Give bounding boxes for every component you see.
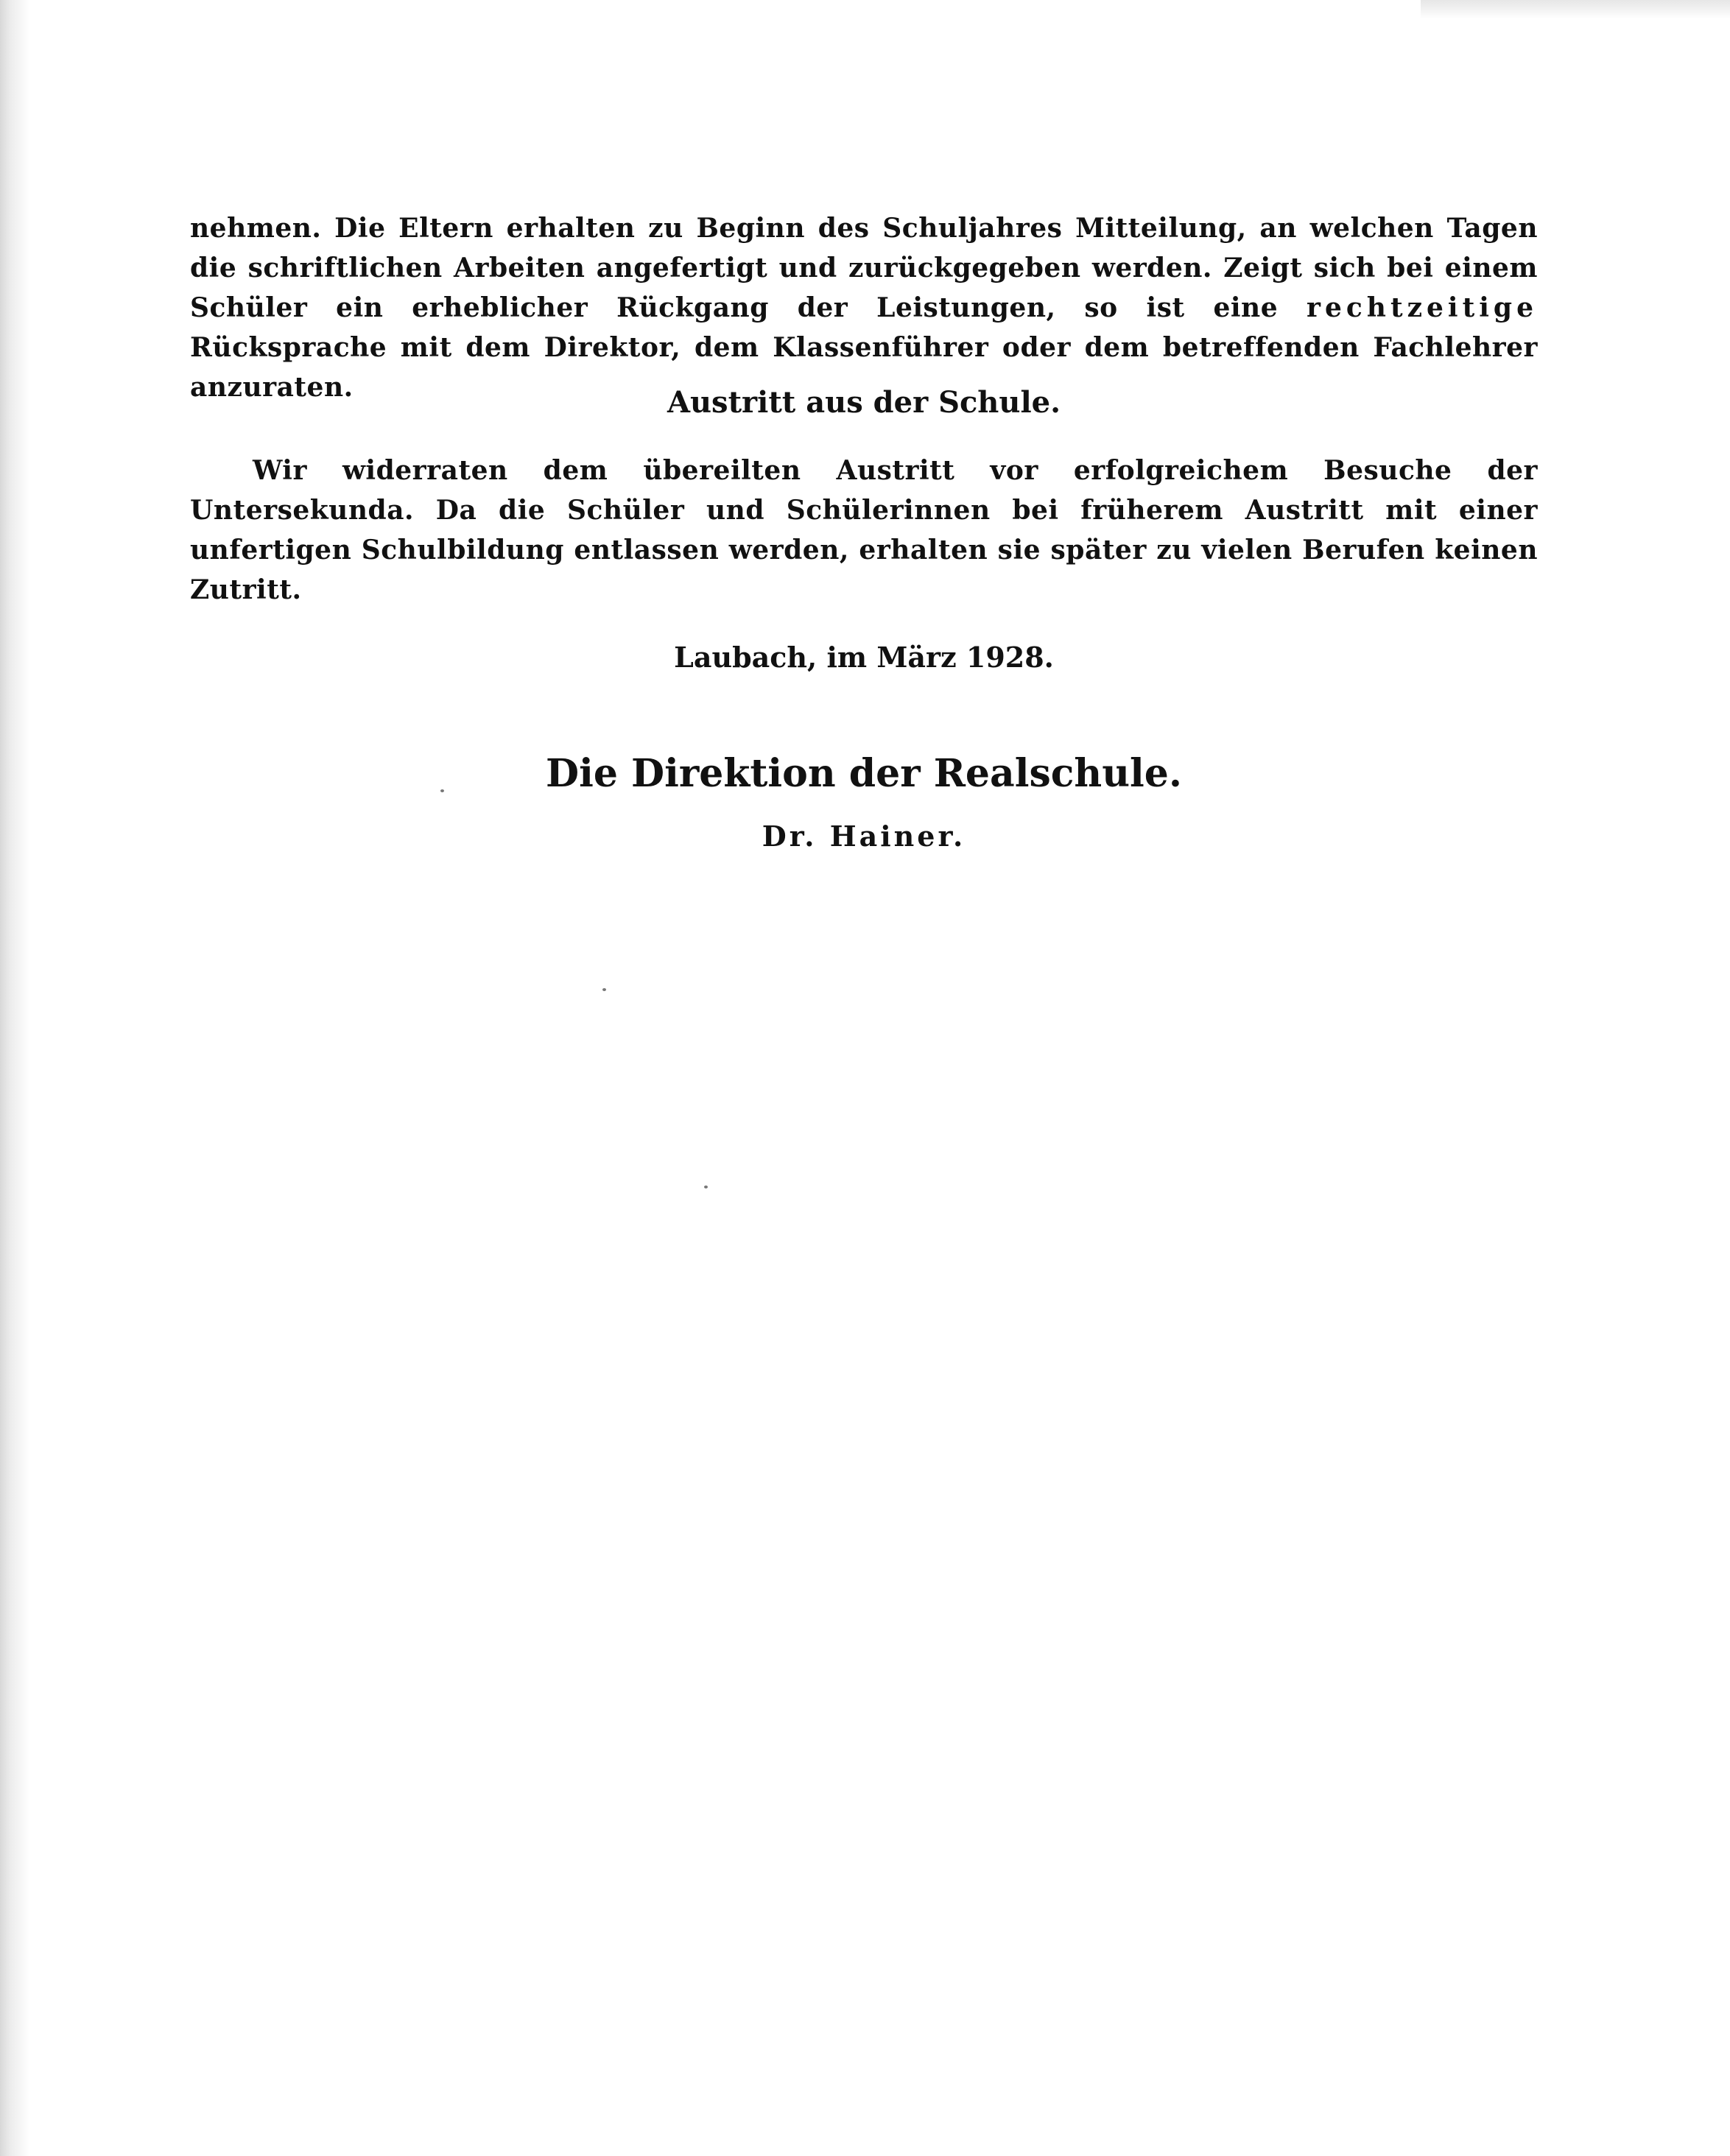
signature-title: Die Direktion der Realschule. xyxy=(546,751,1182,796)
section-heading: Austritt aus der Schule. xyxy=(667,385,1061,420)
paragraph-2: Wir widerraten dem übereilten Austritt vor erfolgreichem Besuche der Untersekunda. Da die Schüler und Schülerinnen bei früherem Austritt mit einer unfertigen Schulbildung entlassen werden, erhalten sie später zu vielen Berufen keinen Zutritt. xyxy=(190,455,1538,605)
paragraph-1-text-before: nehmen. Die Eltern erhalten zu Beginn des Schuljahres Mitteilung, an welchen Tagen die schriftlichen Arbeiten angefertigt und zurückgegeben werden. Zeigt sich bei einem Schüler ein erheblicher Rückgang der Leistungen, so ist eine xyxy=(190,213,1538,323)
paragraph-1-text-after: Rücksprache mit dem Direktor, dem Klassenführer oder dem betreffenden Fachlehrer anzuraten. xyxy=(190,332,1538,403)
paragraph-1 xyxy=(190,208,1538,407)
place-and-date: Laubach, im März 1928. xyxy=(674,641,1054,674)
scan-edge-shadow-left xyxy=(0,0,29,2156)
scan-speck xyxy=(704,1186,708,1188)
paragraph-1-emphasis: rechtzeitige xyxy=(1306,292,1538,323)
scan-speck xyxy=(440,789,444,792)
scan-edge-shadow-top xyxy=(1421,0,1730,19)
signature-name: Dr. Hainer. xyxy=(762,820,966,853)
scan-speck xyxy=(602,988,606,991)
